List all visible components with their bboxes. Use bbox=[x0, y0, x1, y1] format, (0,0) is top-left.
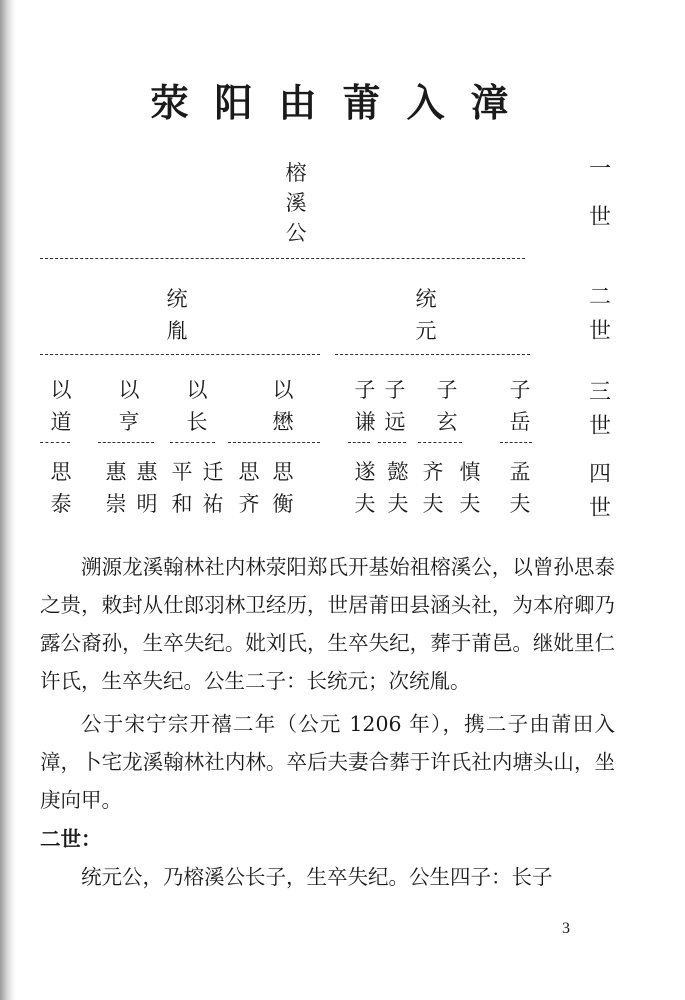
tree-node-gen3: 子 玄 bbox=[436, 378, 458, 434]
tree-node-gen3: 以 道 bbox=[50, 378, 72, 434]
tree-node-gen3: 子 远 bbox=[384, 378, 406, 434]
tree-node-gen3: 子 谦 bbox=[354, 378, 376, 434]
paragraph-intro bbox=[40, 548, 615, 700]
divider-gen3 bbox=[500, 442, 532, 443]
tree-node-gen4: 思 泰 bbox=[50, 460, 72, 516]
tree-node-gen1: 榕 溪 公 bbox=[285, 161, 307, 245]
divider-gen3 bbox=[40, 442, 70, 443]
page-title: 荥阳由莆入漳 bbox=[150, 81, 535, 125]
tree-node-gen4: 遂 夫 bbox=[354, 460, 376, 516]
divider-gen3 bbox=[378, 442, 406, 443]
paragraph-gen2 bbox=[40, 858, 615, 896]
paragraph-text: 公于宋宁宗开禧二年（公元 1206 年），携二子由莆田入漳，卜宅龙溪翰林社内林。卒后夫妻合葬于许氏社内塘头山，坐庚向甲。 bbox=[40, 712, 615, 812]
tree-node-gen4: 惠 明 bbox=[136, 460, 158, 516]
tree-node-gen4: 孟 夫 bbox=[509, 460, 531, 516]
paragraph-text: 溯源龙溪翰林社内林荥阳郑氏开基始祖榕溪公，以曾孙思泰之贵，敕封从仕郎羽林卫经历，世居莆田县涵头社，为本府卿乃露公裔孙，生卒失纪。妣刘氏，生卒失纪，葬于莆邑。继妣里仁许氏，生卒失纪。公生二子：长统元；次统胤。 bbox=[40, 555, 615, 693]
divider-gen2-left bbox=[40, 354, 320, 355]
divider-gen3 bbox=[170, 442, 215, 443]
generation-label-2: 二 世 bbox=[588, 285, 611, 344]
divider-gen3 bbox=[418, 442, 462, 443]
tree-node-gen3: 以 懋 bbox=[272, 378, 294, 434]
divider-gen3 bbox=[98, 442, 154, 443]
tree-node-gen3: 以 长 bbox=[186, 378, 208, 434]
tree-node-gen2: 统 胤 bbox=[166, 287, 188, 343]
generation-label-1: 一 世 bbox=[588, 157, 611, 230]
divider-gen3 bbox=[348, 442, 370, 443]
tree-node-gen4: 懿 夫 bbox=[387, 460, 409, 516]
tree-node-gen4: 慎 夫 bbox=[459, 460, 481, 516]
tree-node-gen4: 思 衡 bbox=[272, 460, 294, 516]
tree-node-gen3: 子 岳 bbox=[509, 378, 531, 434]
tree-node-gen4: 齐 夫 bbox=[422, 460, 444, 516]
paragraph-text: 统元公，乃榕溪公长子，生卒失纪。公生四子：长子 bbox=[81, 865, 553, 889]
scan-edge-shadow bbox=[0, 0, 16, 1000]
tree-node-gen4: 迁 祐 bbox=[202, 460, 224, 516]
section-heading-gen2: 二世： bbox=[40, 827, 102, 851]
page-number: 3 bbox=[562, 920, 570, 937]
generation-label-3: 三 世 bbox=[588, 380, 611, 439]
divider-gen3 bbox=[228, 442, 320, 443]
generation-label-4: 四 世 bbox=[588, 462, 611, 521]
divider-gen2-right bbox=[335, 354, 530, 355]
divider-gen1 bbox=[40, 258, 525, 259]
tree-node-gen4: 思 齐 bbox=[238, 460, 260, 516]
tree-node-gen4: 平 和 bbox=[171, 460, 193, 516]
tree-node-gen3: 以 亨 bbox=[118, 378, 140, 434]
paragraph-migration bbox=[40, 705, 615, 819]
tree-node-gen4: 惠 崇 bbox=[105, 460, 127, 516]
tree-node-gen2: 统 元 bbox=[415, 287, 437, 343]
